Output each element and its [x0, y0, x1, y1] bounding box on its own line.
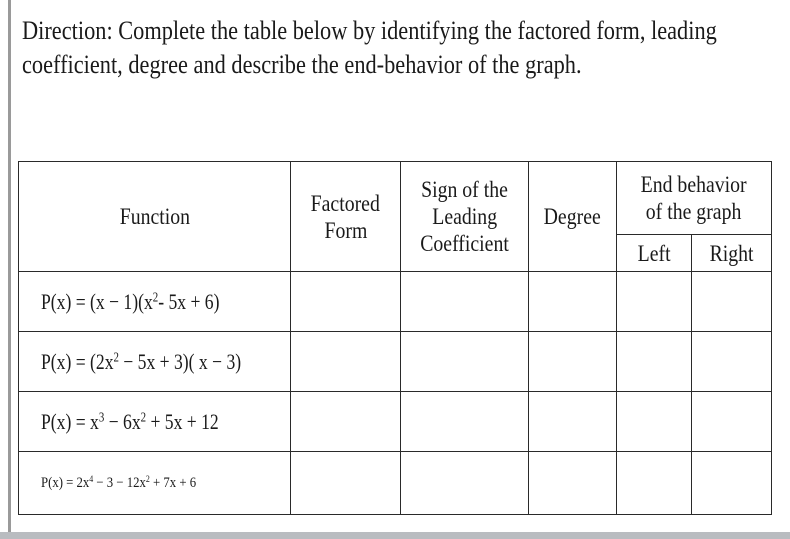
worksheet-table — [18, 161, 772, 515]
function-expression: $P(x) = x^3 - 6x^2 + 5x + 12$ — [41, 408, 219, 434]
right-end-cell[interactable] — [692, 392, 772, 452]
bottom-edge-bar — [0, 532, 790, 539]
function-cell — [19, 332, 291, 392]
header-left: Left — [617, 235, 692, 272]
table-row — [19, 332, 772, 392]
direction-line-2: coefficient, degree and describe the end-behavior of the graph. — [22, 50, 582, 79]
table-row — [19, 392, 772, 452]
degree-cell[interactable] — [529, 452, 617, 515]
left-end-cell[interactable] — [617, 272, 692, 332]
factored-form-cell[interactable] — [291, 452, 401, 515]
header-row — [19, 162, 772, 235]
right-end-cell[interactable] — [692, 332, 772, 392]
left-end-cell[interactable] — [617, 332, 692, 392]
function-cell — [19, 272, 291, 332]
header-degree: Degree — [529, 162, 617, 272]
sign-cell[interactable] — [401, 392, 529, 452]
factored-form-cell[interactable] — [291, 392, 401, 452]
function-expression: $P(x) = (2x^2 - 5x + 3)$( x − 3) — [41, 348, 242, 374]
right-end-cell[interactable] — [692, 272, 772, 332]
degree-cell[interactable] — [529, 332, 617, 392]
sign-cell[interactable] — [401, 452, 529, 515]
direction-text — [22, 14, 717, 82]
degree-cell[interactable] — [529, 392, 617, 452]
sign-cell[interactable] — [401, 272, 529, 332]
header-function: Function — [19, 162, 291, 272]
header-end-behavior: End behavior of the graph — [617, 162, 772, 235]
function-cell — [19, 392, 291, 452]
header-sign-leading-coefficient: Sign of the Leading Coefficient — [401, 162, 529, 272]
function-expression: $P(x) = (x - 1)(x^2-$ 5x + 6) — [41, 288, 220, 314]
function-expression: $P(x) = 2x^4 - 3 - 12x^2 + 7x + 6$ — [41, 474, 197, 491]
left-margin-rule — [8, 0, 11, 539]
table-row — [19, 452, 772, 515]
right-end-cell[interactable] — [692, 452, 772, 515]
sign-cell[interactable] — [401, 332, 529, 392]
direction-line-1: Direction: Complete the table below by identifying the factored form, leading — [22, 16, 717, 45]
table-row — [19, 272, 772, 332]
factored-form-cell[interactable] — [291, 332, 401, 392]
header-factored-form: Factored Form — [291, 162, 401, 272]
degree-cell[interactable] — [529, 272, 617, 332]
function-cell — [19, 452, 291, 515]
left-end-cell[interactable] — [617, 452, 692, 515]
factored-form-cell[interactable] — [291, 272, 401, 332]
header-right: Right — [692, 235, 772, 272]
left-end-cell[interactable] — [617, 392, 692, 452]
